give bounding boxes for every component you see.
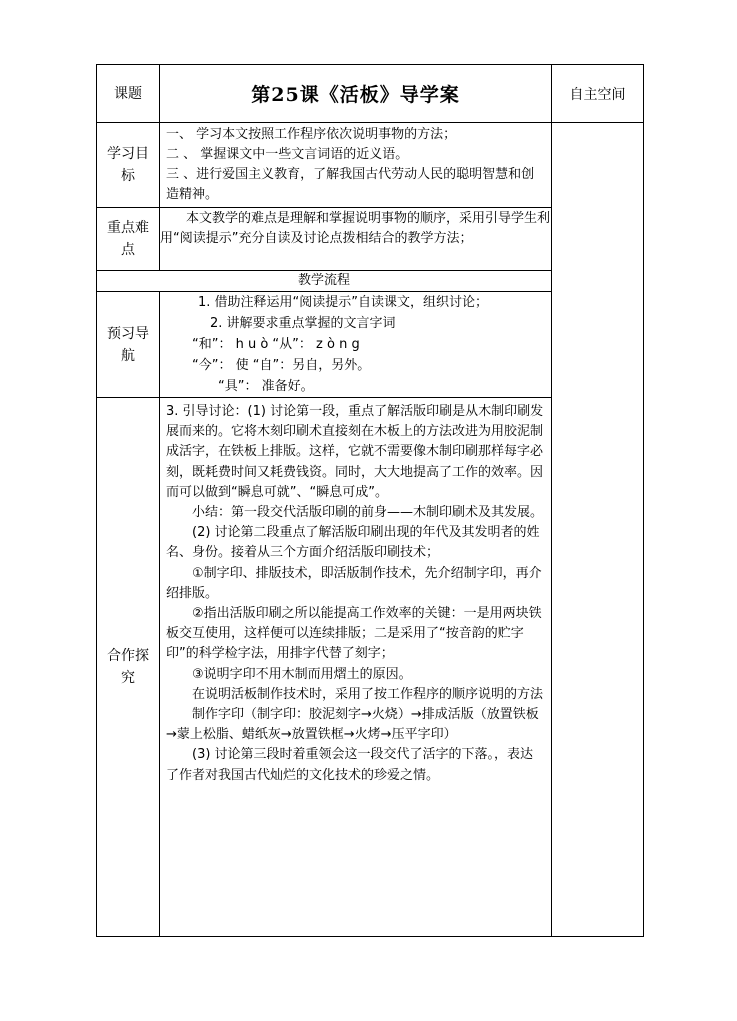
lesson-plan-table xyxy=(96,64,644,937)
self-study-space-column xyxy=(552,123,644,937)
point-paragraph: ③说明字印不用木制而用熠土的原因。 xyxy=(192,666,412,682)
discussion-paragraph: (3) 讨论第三段时着重领会这一段交代了活字的下落。，表达了作者对我国古代灿烂的文化技术的珍爱之情。 xyxy=(166,747,534,783)
preview-line: “今”： 使 “自”：另自，另外。 xyxy=(192,358,371,373)
preview-line: 2. 讲解要求重点掌握的文言字词 xyxy=(210,316,396,331)
preview-content xyxy=(160,292,552,398)
point-paragraph: ②指出活版印刷之所以能提高工作效率的关键：一是用两块铁板交互使用，这样便可以连续排版；二是采用了“按音韵的贮字印”的科学检字法，用排字代替了刻字； xyxy=(166,606,542,662)
topic-label: 课题 xyxy=(97,65,160,123)
goal-item: 二 、 掌握课文中一些文言词语的近义语。 xyxy=(166,147,409,162)
process-paragraph: 制作字印（制字印：胶泥刻字→火烧）→排成活版（放置铁板→蒙上松脂、蜡纸灰→放置铁框→火烤→压平字印） xyxy=(166,707,539,743)
method-paragraph: 在说明活板制作技术时，采用了按工作程序的顺序说明的方法 xyxy=(192,686,544,702)
goals-label: 学习目标 xyxy=(97,123,160,208)
goal-item: 三 、进行爱国主义教育，了解我国古代劳动人民的聪明智慧和创造精神。 xyxy=(166,167,535,202)
header-row xyxy=(97,65,644,123)
discussion-paragraph: 3. 引导讨论：(1) 讨论第一段，重点了解活版印刷是从木制印刷发展而来的。它将木刻印刷术直接刻在木板上的方法改进为用胶泥制成活字，在铁板上排版。这样，它就不需要像木制印刷那样每字必刻，既耗费时间又耗费钱资。同时，大大地提高了工作的效率。因而可以做到“瞬息可就”、“瞬息可成”。 xyxy=(166,404,544,500)
goals-content xyxy=(160,123,552,208)
summary-paragraph: 小结：第一段交代活版印刷的前身——木制印刷术及其发展。 xyxy=(192,505,544,521)
self-study-space-label: 自主空间 xyxy=(552,65,644,123)
preview-label: 预习导航 xyxy=(97,292,160,398)
cooperation-content xyxy=(160,398,552,937)
preview-line: “和”： h u ò “从”： z ò n g xyxy=(192,337,360,352)
discussion-paragraph: (2) 讨论第二段重点了解活版印刷出现的年代及其发明者的姓名、身份。接着从三个方面介绍活版印刷技术； xyxy=(166,525,540,561)
goal-item: 一、 学习本文按照工作程序依次说明事物的方法； xyxy=(166,127,457,142)
key-points-label: 重点难点 xyxy=(97,208,160,271)
preview-line: “具”： 准备好。 xyxy=(218,379,314,394)
page-title: 第25课《活板》导学案 xyxy=(160,65,552,123)
key-points-text: 本文教学的难点是理解和掌握说明事物的顺序，采用引导学生利用“阅读提示”充分自读及讨论点拨相结合的教学方法； xyxy=(160,211,551,246)
point-paragraph: ①制字印、排版技术，即活版制作技术，先介绍制字印，再介绍排版。 xyxy=(166,565,542,601)
cooperation-label: 合作探究 xyxy=(97,398,160,937)
goals-row xyxy=(97,123,644,208)
preview-line: 1. 借助注释运用“阅读提示”自读课文，组织讨论； xyxy=(198,295,489,310)
teaching-flow-heading: 教学流程 xyxy=(97,271,552,292)
